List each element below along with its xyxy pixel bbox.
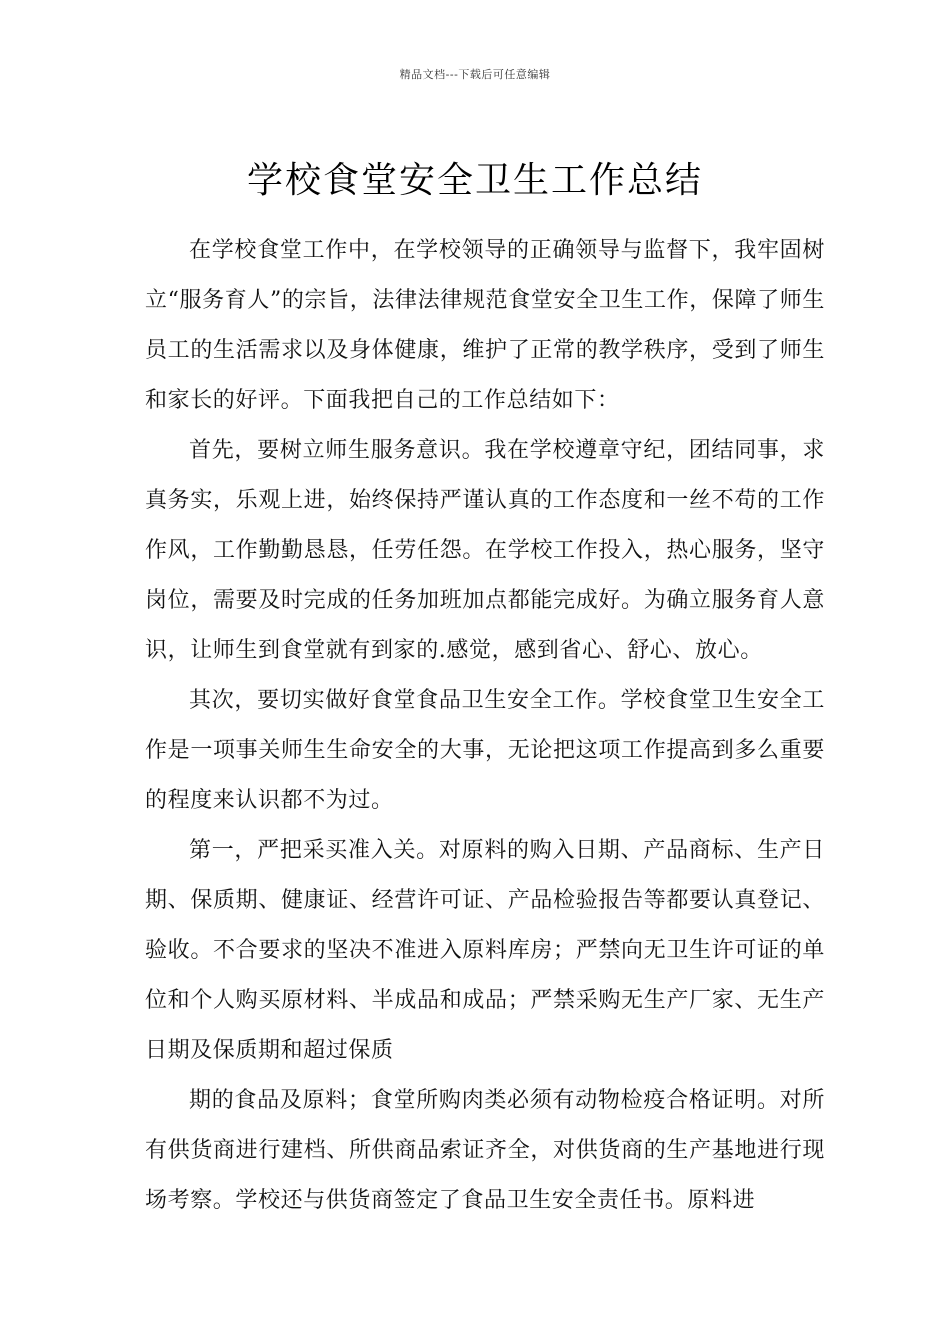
document-title: 学校食堂安全卫生工作总结 — [246, 160, 703, 202]
header-note: 精品文档---下载后可任意编辑 — [399, 68, 551, 81]
paragraph-food-safety: 其次，要切实做好食堂食品卫生安全工作。学校食堂卫生安全工作是一项事关师生生命安全的大事，无论把这项工作提高到多么重要的程度来认识都不为过。 — [145, 688, 825, 813]
document-body — [145, 226, 825, 1226]
paragraph-procurement: 第一，严把采买准入关。对原料的购入日期、产品商标、生产日期、保质期、健康证、经营许可证、产品检验报告等都要认真登记、验收。不合要求的坚决不准进入原料库房；严禁向无卫生许可证的单位和个人购买原材料、半成品和成品；严禁采购无生产厂家、无生产日期及保质期和超过保质 — [145, 838, 825, 1063]
paragraph-supplier: 期的食品及原料；食堂所购肉类必须有动物检疫合格证明。对所有供货商进行建档、所供商品索证齐全，对供货商的生产基地进行现场考察。学校还与供货商签定了食品卫生安全责任书。原料进 — [145, 1088, 825, 1213]
paragraph-intro: 在学校食堂工作中，在学校领导的正确领导与监督下，我牢固树立“服务育人”的宗旨，法律法律规范食堂安全卫生工作，保障了师生员工的生活需求以及身体健康，维护了正常的教学秩序，受到了师生和家长的好评。下面我把自己的工作总结如下： — [145, 238, 825, 413]
paragraph-service-awareness: 首先，要树立师生服务意识。我在学校遵章守纪，团结同事，求真务实，乐观上进，始终保持严谨认真的工作态度和一丝不苟的工作作风，工作勤勤恳恳，任劳任怨。在学校工作投入，热心服务，坚守岗位，需要及时完成的任务加班加点都能完成好。为确立服务育人意识，让师生到食堂就有到家的.感觉，感到省心、舒心、放心。 — [145, 438, 825, 663]
